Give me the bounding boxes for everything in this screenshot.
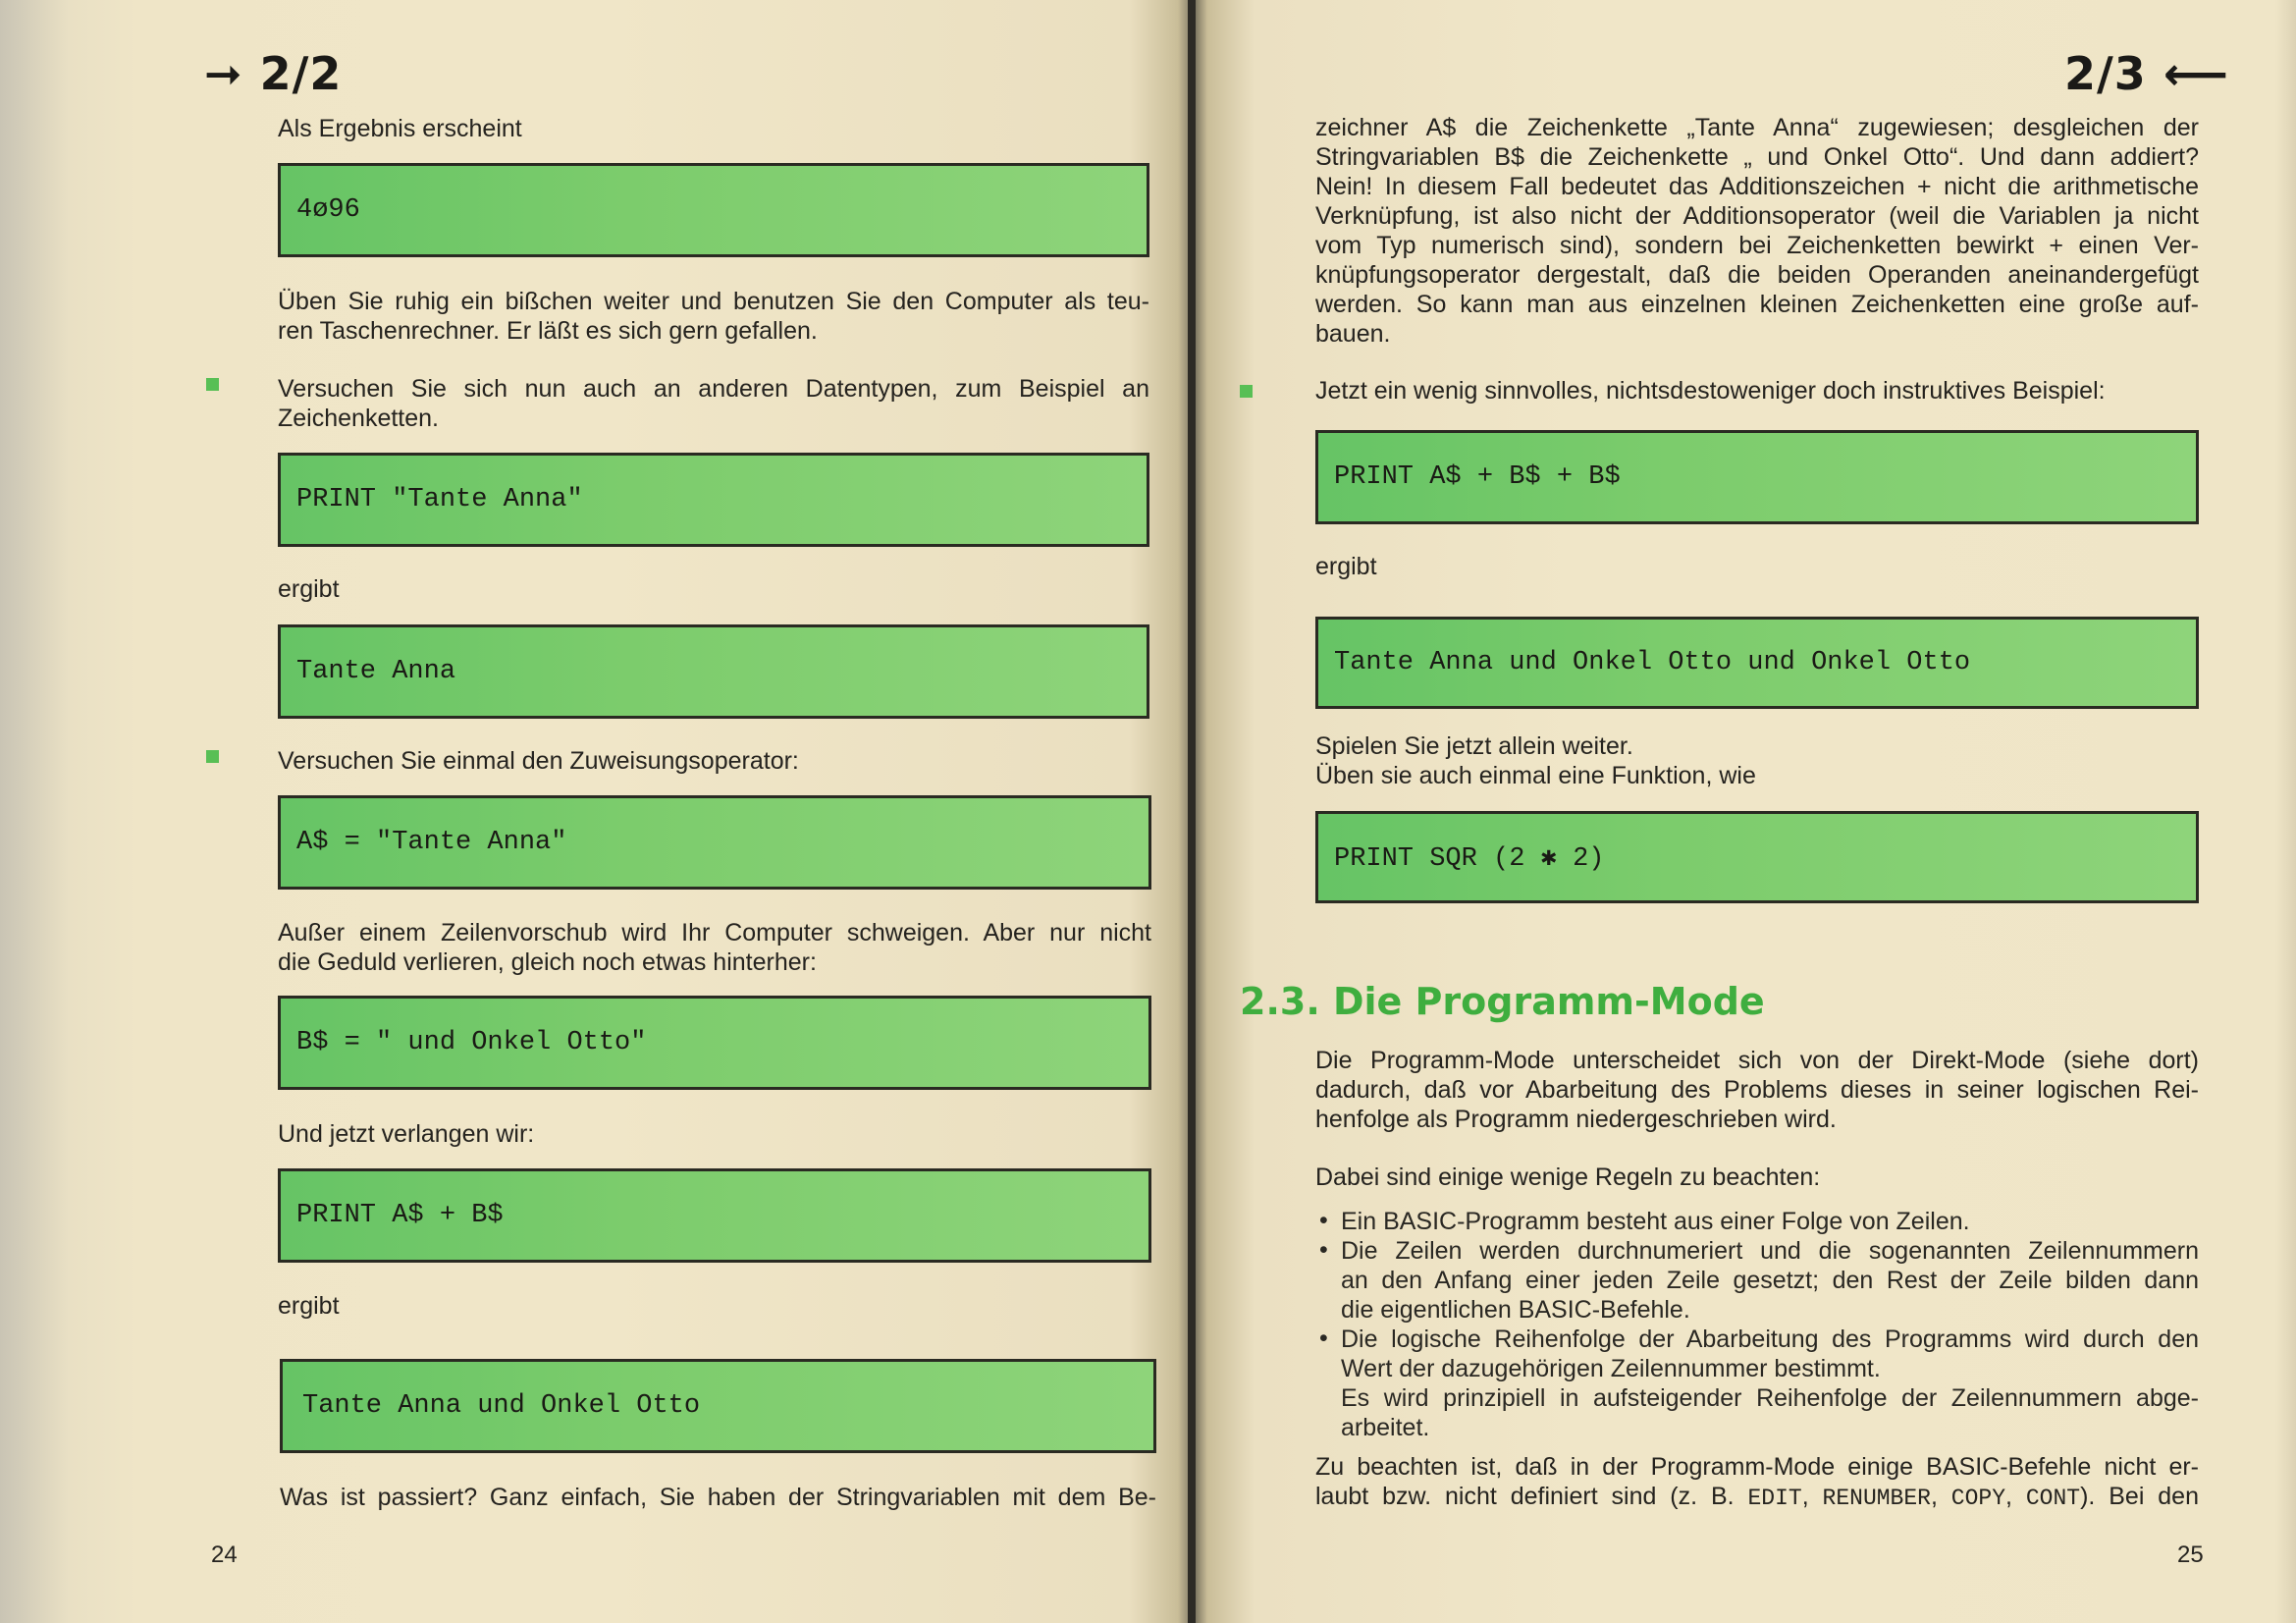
paragraph bbox=[1315, 1046, 2199, 1134]
text-line: Versuchen Sie sich nun auch an anderen Datentypen, zum Beispiel an bbox=[278, 375, 1149, 403]
text-line: an den Anfang einer jeden Zeile gesetzt; den Rest der Zeile bilden dann bbox=[1341, 1267, 2199, 1294]
code-text: PRINT A$ + B$ + B$ bbox=[1334, 462, 1621, 492]
list-item bbox=[1341, 1325, 2199, 1442]
text-line: vom Typ numerisch sind), sondern bei Zeichenketten bewirkt + einen Ver- bbox=[1315, 232, 2199, 259]
text-line: dadurch, daß vor Abarbeitung des Problems dieses in seiner logischen Rei- bbox=[1315, 1076, 2199, 1104]
code-box bbox=[278, 795, 1151, 890]
green-bullet-icon bbox=[206, 378, 219, 391]
command-cont: CONT bbox=[2025, 1486, 2081, 1511]
right-header-label: 2/3 bbox=[2064, 47, 2147, 100]
text-line: werden. So kann man aus einzelnen kleinen Zeichenketten eine große auf- bbox=[1315, 291, 2199, 318]
right-page-header bbox=[2064, 47, 2229, 100]
list-bullet-icon: • bbox=[1319, 1325, 1328, 1352]
code-box bbox=[278, 996, 1151, 1090]
text-line: die Geduld verlieren, gleich noch etwas hinterher: bbox=[278, 948, 817, 976]
text-line: Zu beachten ist, daß in der Programm-Mode einige BASIC-Befehle nicht er- bbox=[1315, 1453, 2199, 1481]
text-line: Zeichenketten. bbox=[278, 405, 439, 432]
text-line: Es wird prinzipiell in aufsteigender Reihenfolge der Zeilennummern abge- bbox=[1341, 1384, 2199, 1412]
green-bullet-icon bbox=[206, 750, 219, 763]
code-text: 4ø96 bbox=[296, 195, 360, 225]
code-text: PRINT A$ + B$ bbox=[296, 1201, 504, 1230]
code-box bbox=[278, 624, 1149, 719]
paragraph bbox=[278, 374, 1149, 433]
text-line: Nein! In diesem Fall bedeutet das Additionszeichen + nicht die arithmetische bbox=[1315, 173, 2199, 200]
code-text: Tante Anna bbox=[296, 657, 456, 686]
paragraph bbox=[1315, 731, 1756, 790]
page-number: 25 bbox=[2177, 1542, 2204, 1568]
text-line: laubt bzw. nicht definiert sind (z. B. EDIT, RENUMBER, COPY, CONT). Bei den bbox=[1315, 1483, 2199, 1511]
text-line: Wert der dazugehörigen Zeilennummer bestimmt. bbox=[1341, 1355, 1881, 1382]
code-box bbox=[1315, 811, 2199, 903]
paragraph: ergibt bbox=[1315, 553, 1377, 580]
text-line: Außer einem Zeilenvorschub wird Ihr Computer schweigen. Aber nur nicht bbox=[278, 919, 1151, 947]
paragraph: Und jetzt verlangen wir: bbox=[278, 1120, 535, 1148]
code-text: A$ = "Tante Anna" bbox=[296, 828, 567, 857]
code-box bbox=[278, 453, 1149, 547]
list-bullet-icon: • bbox=[1319, 1207, 1328, 1234]
code-text: PRINT SQR (2 ✱ 2) bbox=[1334, 843, 1605, 874]
list-item: Ein BASIC-Programm besteht aus einer Folge von Zeilen. bbox=[1341, 1208, 1970, 1235]
left-page-header bbox=[204, 47, 342, 100]
right-page bbox=[1196, 0, 2296, 1623]
text-line: Verknüpfung, ist also nicht der Additionsoperator (weil die Variablen ja nicht bbox=[1315, 202, 2199, 230]
text-line: Üben sie auch einmal eine Funktion, wie bbox=[1315, 762, 1756, 789]
list-item bbox=[1341, 1236, 2199, 1325]
text-line: Üben Sie ruhig ein bißchen weiter und benutzen Sie den Computer als teu- bbox=[278, 288, 1149, 315]
paragraph bbox=[1315, 113, 2199, 349]
text-line: Spielen Sie jetzt allein weiter. bbox=[1315, 732, 1633, 760]
arrow-left-icon: ⟵ bbox=[2163, 47, 2229, 100]
text-line: zeichner A$ die Zeichenkette „Tante Anna“ zugewiesen; desgleichen der bbox=[1315, 114, 2199, 141]
left-header-label: 2/2 bbox=[259, 47, 343, 100]
section-title: 2.3. Die Programm-Mode bbox=[1240, 980, 1765, 1023]
paragraph: Versuchen Sie einmal den Zuweisungsoperator: bbox=[278, 747, 799, 775]
command-edit: EDIT bbox=[1747, 1486, 1802, 1511]
code-box bbox=[1315, 430, 2199, 524]
text-fragment: Bei den bbox=[2109, 1483, 2199, 1510]
text-line: knüpfungsoperator dergestalt, daß die beiden Operanden aneinandergefügt bbox=[1315, 261, 2199, 289]
text-line: arbeitet. bbox=[1341, 1414, 1430, 1441]
code-box bbox=[278, 163, 1149, 257]
code-box bbox=[1315, 617, 2199, 709]
code-text: PRINT "Tante Anna" bbox=[296, 485, 583, 514]
paragraph: ergibt bbox=[278, 1292, 340, 1320]
paragraph: Als Ergebnis erscheint bbox=[278, 115, 522, 142]
page-number: 24 bbox=[211, 1542, 238, 1568]
text-line: die eigentlichen BASIC-Befehle. bbox=[1341, 1296, 1690, 1324]
text-line: Die Programm-Mode unterscheidet sich von der Direkt-Mode (siehe dort) bbox=[1315, 1047, 2199, 1074]
green-bullet-icon bbox=[1240, 385, 1253, 398]
text-line: Die logische Reihenfolge der Abarbeitung des Programms wird durch den bbox=[1341, 1325, 2199, 1353]
paragraph: Was ist passiert? Ganz einfach, Sie haben der Stringvariablen mit dem Be- bbox=[280, 1484, 1156, 1511]
code-box bbox=[280, 1359, 1156, 1453]
text-line: bauen. bbox=[1315, 320, 1391, 348]
text-fragment: laubt bzw. nicht definiert sind (z. B. bbox=[1315, 1483, 1735, 1510]
paragraph: Jetzt ein wenig sinnvolles, nichtsdestoweniger doch instruktives Beispiel: bbox=[1315, 377, 2106, 405]
command-renumber: RENUMBER bbox=[1822, 1486, 1931, 1511]
paragraph bbox=[278, 918, 1151, 977]
command-copy: COPY bbox=[1950, 1486, 2006, 1511]
text-line: ren Taschenrechner. Er läßt es sich gern gefallen. bbox=[278, 317, 818, 345]
paragraph bbox=[1315, 1452, 2199, 1513]
text-line: henfolge als Programm niedergeschrieben wird. bbox=[1315, 1106, 1837, 1133]
code-text: Tante Anna und Onkel Otto bbox=[302, 1391, 701, 1421]
arrow-right-icon: ➞ bbox=[204, 47, 243, 100]
code-text: B$ = " und Onkel Otto" bbox=[296, 1028, 647, 1057]
text-line: Stringvariablen B$ die Zeichenkette „ und Onkel Otto“. Und dann addiert? bbox=[1315, 143, 2199, 171]
paragraph: ergibt bbox=[278, 575, 340, 603]
text-line: Die Zeilen werden durchnumeriert und die sogenannten Zeilennummern bbox=[1341, 1237, 2199, 1265]
paragraph: Dabei sind einige wenige Regeln zu beachten: bbox=[1315, 1163, 1821, 1191]
code-box bbox=[278, 1168, 1151, 1263]
list-bullet-icon: • bbox=[1319, 1236, 1328, 1264]
code-text: Tante Anna und Onkel Otto und Onkel Otto bbox=[1334, 648, 1971, 677]
paragraph bbox=[278, 287, 1149, 346]
